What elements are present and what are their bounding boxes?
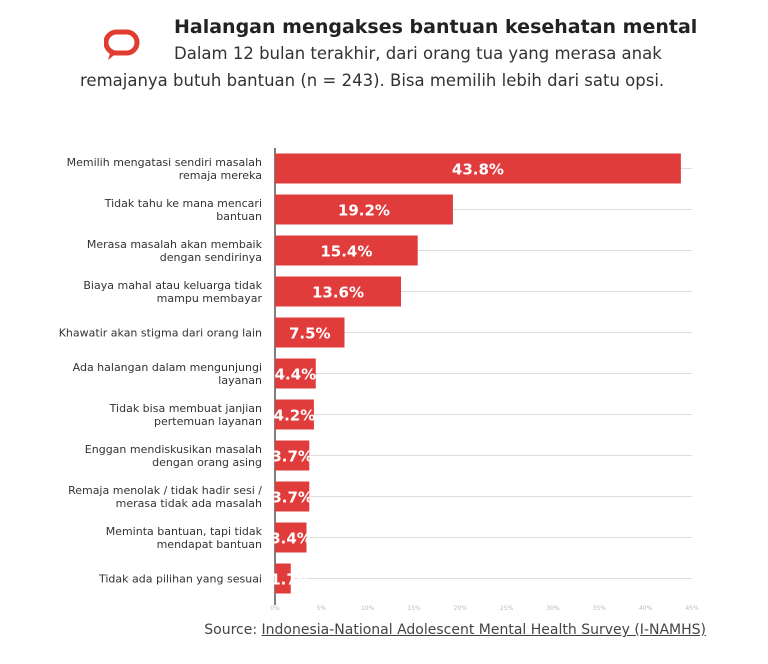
category-label: Meminta bantuan, tapi tidak mendapat bantuan — [105, 525, 262, 551]
chart-subtitle: Dalam 12 bulan terakhir, dari orang tua yang merasa anak remajanya butuh bantuan (n = 243). Bisa memilih lebih dari satu opsi. — [80, 44, 665, 90]
source-note — [204, 622, 706, 638]
value-label: 3.7% — [271, 488, 313, 507]
x-tick-label: 35% — [592, 605, 607, 610]
x-tick-label: 5% — [316, 605, 327, 610]
x-tick-label: 20% — [453, 605, 468, 610]
x-tick-label: 30% — [546, 605, 560, 610]
category-label: Ada halangan dalam mengunjungi layanan — [72, 361, 262, 387]
value-label: 4.4% — [274, 365, 317, 384]
value-label: 4.2% — [273, 406, 316, 425]
category-label: Memilih mengatasi sendiri masalah remaja mereka — [66, 156, 262, 182]
category-label: Biaya mahal atau keluarga tidak mampu membayar — [83, 279, 262, 305]
value-label: 1.7% — [270, 570, 312, 589]
x-tick-label: 10% — [360, 605, 375, 610]
source-link[interactable]: Indonesia-National Adolescent Mental Health Survey (I-NAMHS) — [261, 622, 706, 638]
category-label: Merasa masalah akan membaik dengan sendirinya — [86, 238, 262, 264]
value-label: 13.6% — [311, 283, 365, 302]
value-label: 43.8% — [451, 160, 504, 179]
x-tick-label: 45% — [685, 605, 699, 610]
x-tick-label: 40% — [638, 605, 653, 610]
category-label: Tidak tahu ke mana mencari bantuan — [104, 197, 262, 223]
category-label: Tidak bisa membuat janjian pertemuan layanan — [109, 402, 262, 428]
source-prefix: Source: — [204, 622, 262, 638]
value-label: 15.4% — [320, 242, 373, 261]
category-label: Enggan mendiskusikan masalah dengan orang asing — [84, 443, 262, 469]
value-label: 3.4% — [270, 529, 312, 548]
value-label: 3.7% — [271, 447, 313, 466]
bar-chart — [0, 140, 768, 610]
x-tick-label: 15% — [407, 605, 421, 610]
chart-title: Halangan mengakses bantuan kesehatan mental — [174, 16, 698, 38]
x-tick-label: 25% — [499, 605, 514, 610]
x-tick-label: 0% — [270, 605, 280, 610]
category-label: Tidak ada pilihan yang sesuai — [98, 572, 262, 586]
category-label: Khawatir akan stigma dari orang lain — [58, 326, 262, 340]
category-label: Remaja menolak / tidak hadir sesi / merasa tidak ada masalah — [68, 484, 262, 510]
value-label: 7.5% — [288, 324, 331, 343]
value-label: 19.2% — [337, 201, 390, 220]
